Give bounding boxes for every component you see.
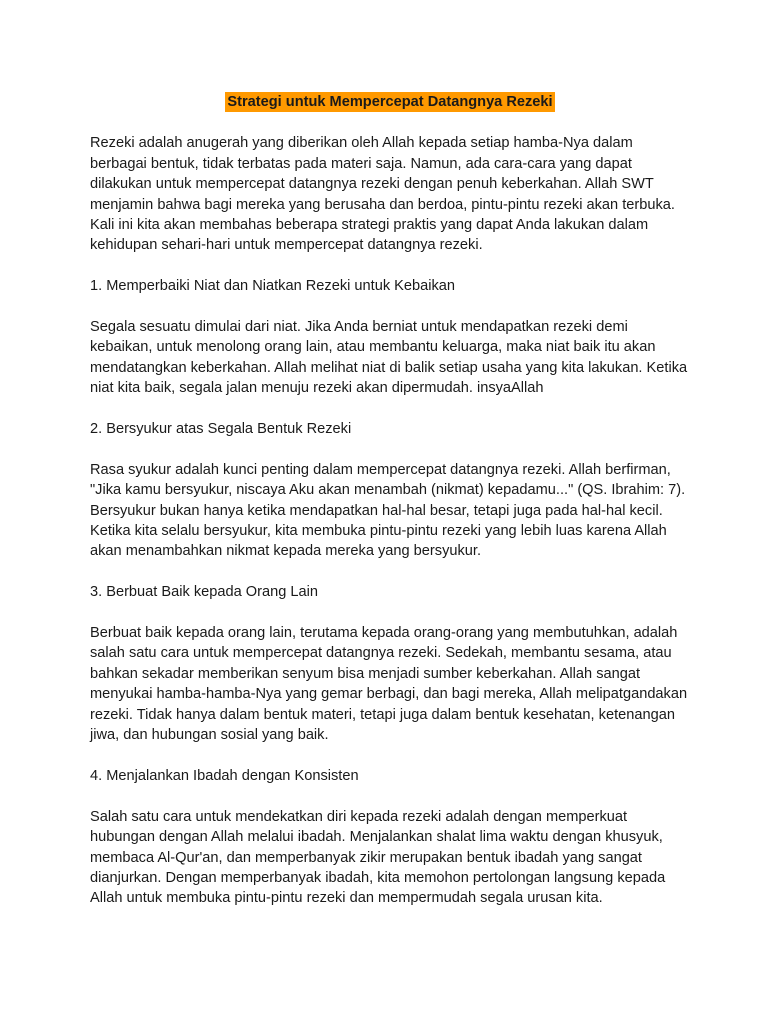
section-1 [90, 276, 690, 398]
section-heading: 1. Memperbaiki Niat dan Niatkan Rezeki untuk Kebaikan [90, 278, 456, 295]
section-heading: 2. Bersyukur atas Segala Bentuk Rezeki [90, 421, 352, 438]
section-4 [90, 766, 690, 909]
section-paragraph: Rasa syukur adalah kunci penting dalam mempercepat datangnya rezeki. Allah berfirman, "Jika kamu bersyukur, niscaya Aku akan menambah (nikmat) kepadamu..." (QS. Ibrahim: 7). Bersyukur bukan hanya ketika mendapatkan hal-hal besar, tetapi juga pada hal-hal kecil. Ketika kita selalu bersyukur, kita membuka pintu-pintu rezeki yang lebih luas karena Allah akan menambahkan nikmat kepada mereka yang bersyukur. [90, 461, 686, 560]
document-body [90, 92, 690, 929]
section-paragraph: Berbuat baik kepada orang lain, terutama kepada orang-orang yang membutuhkan, adalah salah satu cara untuk mempercepat datangnya rezeki. Sedekah, membantu sesama, atau bahkan sekadar memberikan senyum bisa menjadi sumber keberkahan. Allah sangat menyukai hamba-hamba-Nya yang gemar berbagi, dan bagi mereka, Allah melipatgandakan rezeki. Tidak hanya dalam bentuk materi, tetapi juga dalam bentuk kesehatan, ketenangan jiwa, dan hubungan sosial yang baik. [90, 625, 688, 744]
section-paragraph: Salah satu cara untuk mendekatkan diri kepada rezeki adalah dengan memperkuat hubungan dengan Allah melalui ibadah. Menjalankan shalat lima waktu dengan khusyuk, membaca Al-Qur'an, dan memperbanyak zikir merupakan bentuk ibadah yang sangat dianjurkan. Dengan memperbanyak ibadah, kita memohon pertolongan langsung kepada Allah untuk membuka pintu-pintu rezeki dan mempermudah segala urusan kita. [90, 808, 666, 907]
document-title: Strategi untuk Mempercepat Datangnya Rezeki [227, 94, 553, 110]
intro-paragraph: Rezeki adalah anugerah yang diberikan oleh Allah kepada setiap hamba-Nya dalam berbagai bentuk, tidak terbatas pada materi saja. Namun, ada cara-cara yang dapat dilakukan untuk mempercepat datangnya rezeki dengan penuh keberkahan. Allah SWT menjamin bahwa bagi mereka yang berusaha dan berdoa, pintu-pintu rezeki akan terbuka. Kali ini kita akan membahas beberapa strategi praktis yang dapat Anda lakukan dalam kehidupan sehari-hari untuk mempercepat datangnya rezeki. [90, 135, 675, 254]
section-heading: 3. Berbuat Baik kepada Orang Lain [90, 584, 318, 601]
section-heading: 4. Menjalankan Ibadah dengan Konsisten [90, 767, 359, 784]
section-2 [90, 419, 690, 562]
title-wrapper [90, 92, 690, 112]
section-paragraph: Segala sesuatu dimulai dari niat. Jika Anda berniat untuk mendapatkan rezeki demi kebaikan, untuk menolong orang lain, atau membantu keluarga, maka niat baik itu akan mendatangkan keberkahan. Allah melihat niat di balik setiap usaha yang kita lakukan. Ketika niat kita baik, segala jalan menuju rezeki akan dipermudah. insyaAllah [90, 319, 688, 397]
section-3 [90, 582, 690, 745]
